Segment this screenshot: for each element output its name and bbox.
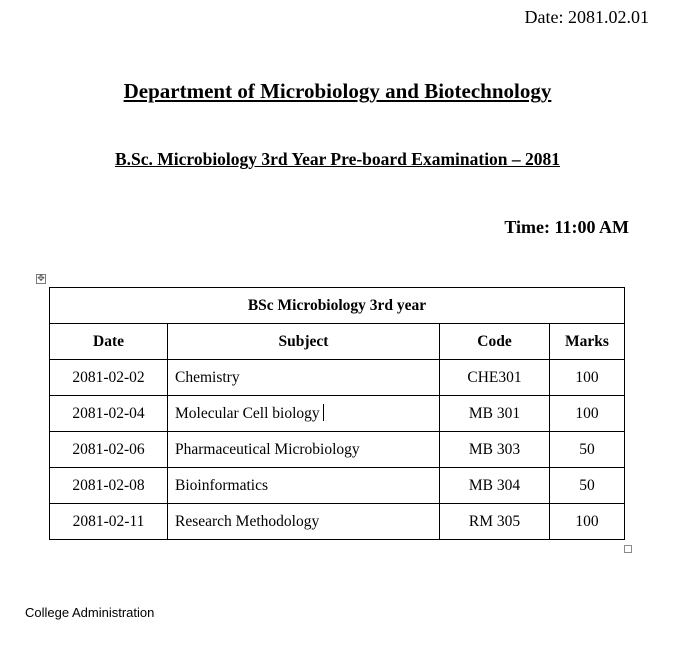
- exam-time: Time: 11:00 AM: [504, 217, 629, 237]
- cell-date[interactable]: 2081-02-04: [50, 396, 168, 432]
- table-row: [50, 432, 625, 468]
- column-header-subject[interactable]: Subject: [168, 324, 440, 360]
- cell-subject[interactable]: Chemistry: [168, 360, 440, 396]
- table-header-row: [50, 324, 625, 360]
- cell-code[interactable]: MB 304: [440, 468, 550, 504]
- table-row: [50, 360, 625, 396]
- table-move-handle-icon[interactable]: ✥: [37, 274, 45, 284]
- table-row: [50, 468, 625, 504]
- cell-code[interactable]: RM 305: [440, 504, 550, 540]
- document-date: Date: 2081.02.01: [524, 7, 649, 27]
- cell-date[interactable]: 2081-02-06: [50, 432, 168, 468]
- text-cursor: [323, 404, 324, 421]
- exam-schedule-table: [49, 287, 625, 540]
- cell-marks[interactable]: 100: [550, 360, 625, 396]
- cell-subject[interactable]: Bioinformatics: [168, 468, 440, 504]
- table-caption[interactable]: BSc Microbiology 3rd year: [50, 288, 625, 324]
- cell-marks[interactable]: 100: [550, 396, 625, 432]
- cell-marks[interactable]: 50: [550, 432, 625, 468]
- table-row: [50, 504, 625, 540]
- table-row: [50, 396, 625, 432]
- cell-subject[interactable]: Pharmaceutical Microbiology: [168, 432, 440, 468]
- column-header-marks[interactable]: Marks: [550, 324, 625, 360]
- cell-subject-text: Molecular Cell biology: [175, 405, 320, 422]
- cell-subject[interactable]: Research Methodology: [168, 504, 440, 540]
- column-header-code[interactable]: Code: [440, 324, 550, 360]
- cell-marks[interactable]: 100: [550, 504, 625, 540]
- footer-signature: College Administration: [25, 605, 155, 620]
- cell-date[interactable]: 2081-02-02: [50, 360, 168, 396]
- department-title: Department of Microbiology and Biotechnology: [123, 79, 552, 103]
- cell-marks[interactable]: 50: [550, 468, 625, 504]
- cell-code[interactable]: MB 303: [440, 432, 550, 468]
- cell-code[interactable]: CHE301: [440, 360, 550, 396]
- cell-subject-active[interactable]: [168, 396, 440, 432]
- table-resize-handle-icon[interactable]: [624, 545, 632, 553]
- cell-code[interactable]: MB 301: [440, 396, 550, 432]
- column-header-date[interactable]: Date: [50, 324, 168, 360]
- cell-date[interactable]: 2081-02-08: [50, 468, 168, 504]
- cell-date[interactable]: 2081-02-11: [50, 504, 168, 540]
- table-caption-row: [50, 288, 625, 324]
- exam-title: B.Sc. Microbiology 3rd Year Pre-board Examination – 2081: [114, 149, 561, 169]
